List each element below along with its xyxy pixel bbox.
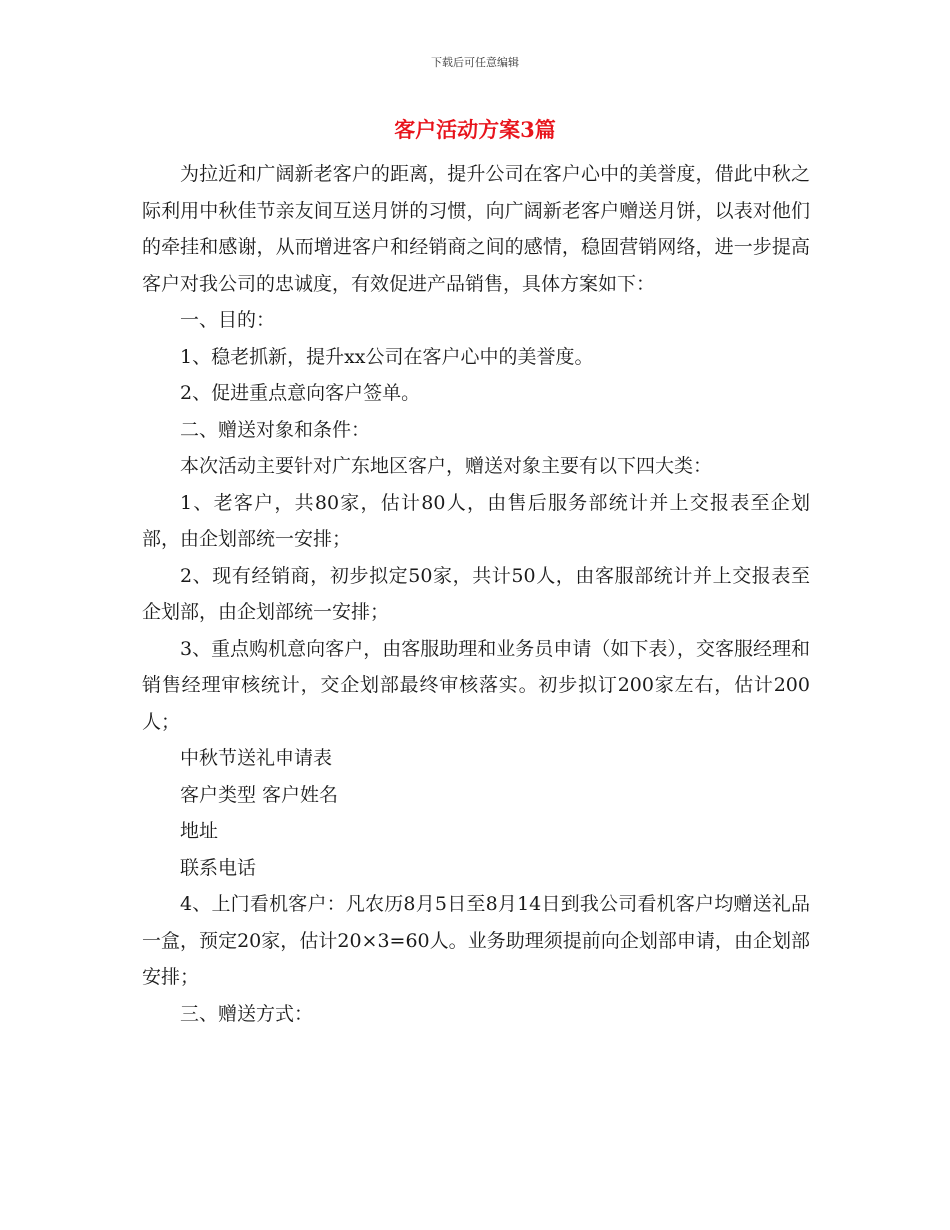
header-note: 下载后可任意编辑: [431, 56, 519, 69]
recipients-intro: 本次活动主要针对广东地区客户，赠送对象主要有以下四大类：: [180, 455, 713, 477]
document-title: 客户活动方案3篇: [394, 117, 556, 142]
section-heading-purpose: 一、目的：: [180, 309, 276, 331]
section-heading-recipients: 二、赠送对象和条件：: [180, 418, 371, 441]
recipient-item-4: 4、上门看机客户：凡农历8月5日至8月14日到我公司看机客户均赠送礼品一盒，预定20家，估计20×3=60人。业务助理须提前向企划部申请，由企划部安排；: [142, 893, 810, 988]
purpose-item-1: 1、稳老抓新，提升xx公司在客户心中的美誉度。: [180, 345, 594, 368]
form-field-address: 地址: [180, 820, 219, 842]
intro-paragraph: 为拉近和广阔新老客户的距离，提升公司在客户心中的美誉度，借此中秋之际利用中秋佳节亲友间互送月饼的习惯，向广阔新老客户赠送月饼，以表对他们的牵挂和感谢，从而增进客户和经销商之间的感情，稳固营销网络，进一步提高客户对我公司的忠诚度，有效促进产品销售，具体方案如下：: [142, 163, 810, 295]
recipient-item-2: 2、现有经销商，初步拟定50家，共计50人，由客服部统计并上交报表至企划部，由企划部统一安排；: [142, 564, 810, 623]
document-body: [142, 156, 810, 1032]
form-title: 中秋节送礼申请表: [180, 747, 333, 769]
form-field-phone: 联系电话: [180, 856, 257, 879]
form-field-type-name: 客户类型 客户姓名: [180, 783, 339, 806]
recipient-item-3: 3、重点购机意向客户，由客服助理和业务员申请（如下表），交客服经理和销售经理审核统计，交企划部最终审核落实。初步拟订200家左右，估计200人；: [142, 637, 810, 733]
recipient-item-1: 1、老客户，共80家，估计80人，由售后服务部统计并上交报表至企划部，由企划部统一安排；: [142, 491, 810, 550]
purpose-item-2: 2、促进重点意向客户签单。: [180, 382, 421, 404]
section-heading-method: 三、赠送方式：: [180, 1002, 314, 1025]
